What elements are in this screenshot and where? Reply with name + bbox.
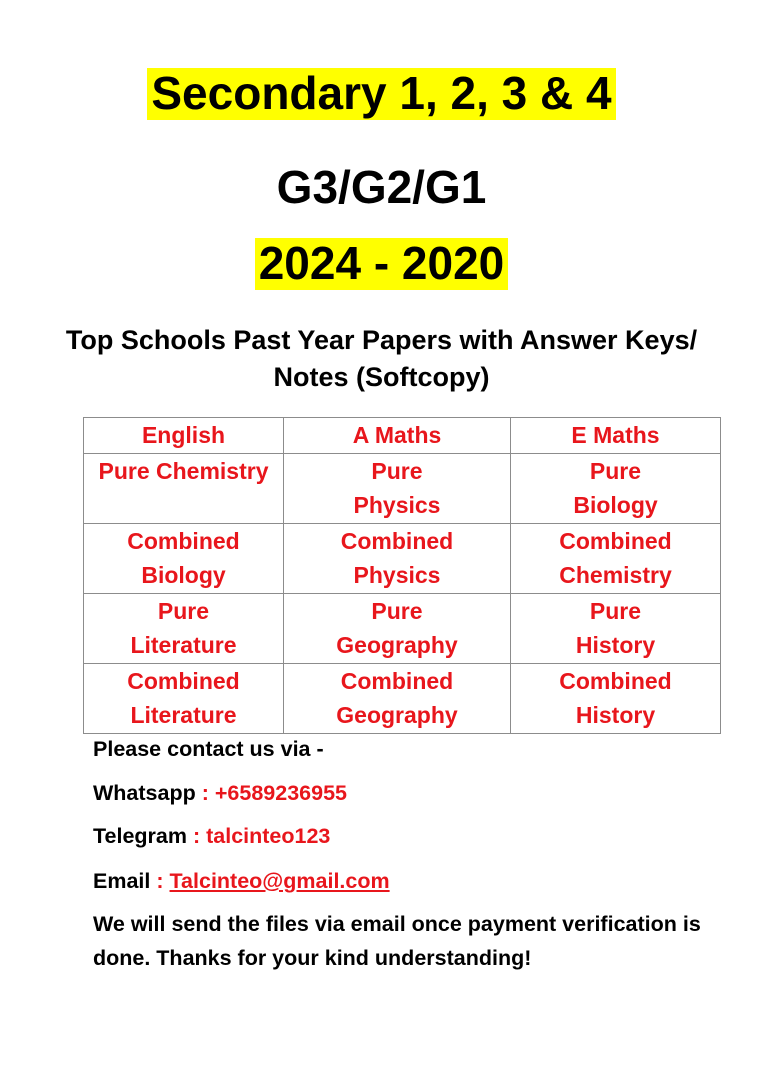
headline-streams [0,160,763,214]
headline-years [0,236,763,290]
subject-cell: Pure Geography [284,593,511,663]
contact-intro: Please contact us via - [93,737,324,761]
subject-cell: Pure Chemistry [84,453,284,523]
table-row [84,663,721,733]
subject-cell: E Maths [511,418,721,454]
contact-whatsapp [93,776,733,810]
subject-cell: Pure Biology [511,453,721,523]
headline-years-text: 2024 - 2020 [255,238,509,290]
subject-cell: Combined Biology [84,523,284,593]
contact-email [93,864,733,898]
subject-cell: Pure Physics [284,453,511,523]
subtitle: Top Schools Past Year Papers with Answer Keys/ Notes (Softcopy) [65,325,698,392]
whatsapp-label: Whatsapp [93,781,196,805]
subject-cell: English [84,418,284,454]
subjects-table [83,417,721,734]
headline-levels [0,66,763,120]
subject-cell: Combined Chemistry [511,523,721,593]
table-row [84,453,721,523]
subject-cell: A Maths [284,418,511,454]
subject-cell: Combined Literature [84,663,284,733]
headline-streams-text: G3/G2/G1 [276,161,487,213]
table-row [84,418,721,454]
email-link[interactable]: Talcinteo@gmail.com [169,869,390,893]
email-label: Email [93,869,151,893]
telegram-handle[interactable]: : talcinteo123 [192,824,331,848]
subject-cell: Combined History [511,663,721,733]
telegram-label: Telegram [93,824,187,848]
email-separator: : [156,869,164,893]
subject-cell: Pure Literature [84,593,284,663]
delivery-note: We will send the files via email once payment verification is done. Thanks for your kind understanding! [93,912,701,970]
subject-cell: Combined Physics [284,523,511,593]
headline-levels-text: Secondary 1, 2, 3 & 4 [147,68,615,120]
subject-cell: Combined Geography [284,663,511,733]
subjects-table-body [84,418,721,734]
table-row [84,523,721,593]
table-row [84,593,721,663]
whatsapp-number[interactable]: : +6589236955 [201,781,347,805]
subject-cell: Pure History [511,593,721,663]
contact-telegram [93,819,733,853]
